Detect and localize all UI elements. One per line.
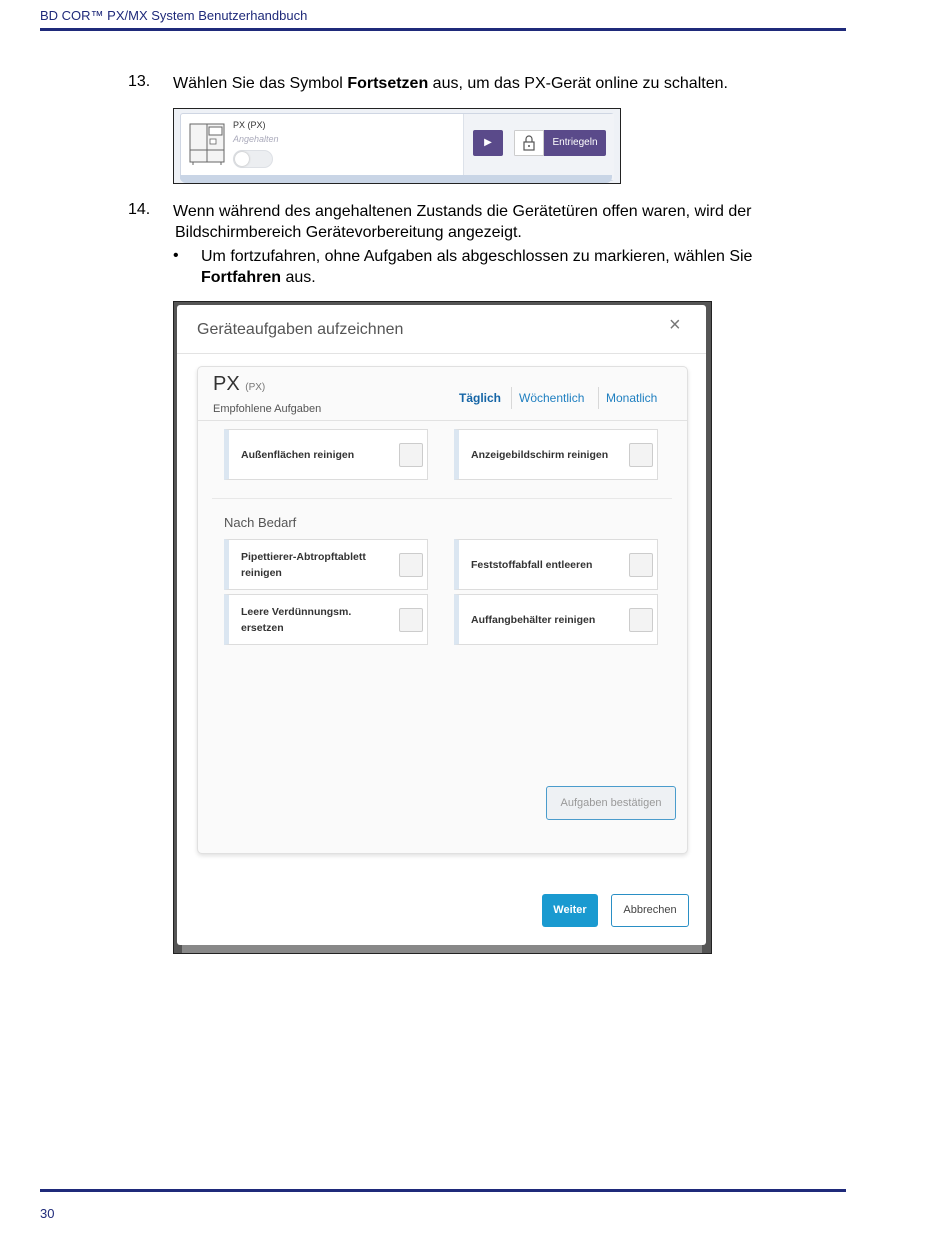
task-item[interactable] <box>224 594 428 645</box>
step-14-text-line1: Wenn während des angehaltenen Zustands die Gerätetüren offen waren, wird der <box>173 203 752 220</box>
task-item[interactable] <box>454 594 658 645</box>
task-item[interactable] <box>224 539 428 590</box>
task-checkbox[interactable] <box>629 443 653 467</box>
task-dialog <box>177 305 706 945</box>
dialog-title-divider <box>177 353 706 354</box>
task-label: Leere Verdünnungsm. ersetzen <box>241 605 352 634</box>
bullet-text-line1: Um fortzufahren, ohne Aufgaben als abgeschlossen zu markieren, wählen Sie <box>201 248 753 265</box>
task-checkbox[interactable] <box>629 553 653 577</box>
task-item[interactable] <box>454 429 658 480</box>
task-label: Pipettierer-Abtropftablett reinigen <box>241 550 366 579</box>
unlock-label: Entriegeln <box>552 137 598 148</box>
play-icon: ▶ <box>484 137 492 148</box>
bullet-dot: • <box>173 247 179 264</box>
device-label: PX (PX) <box>233 120 266 130</box>
task-checkbox[interactable] <box>399 443 423 467</box>
panel-device-name: PX (PX) <box>213 373 266 395</box>
panel-subtitle: Empfohlene Aufgaben <box>213 403 322 415</box>
dialog-title: Geräteaufgaben aufzeichnen <box>197 321 404 338</box>
as-needed-heading: Nach Bedarf <box>224 515 297 530</box>
device-card-screenshot <box>173 108 621 184</box>
toggle-knob <box>235 152 249 166</box>
task-label: Feststoffabfall entleeren <box>471 558 593 571</box>
online-toggle[interactable] <box>233 150 273 168</box>
cancel-button[interactable]: Abbrechen <box>611 894 689 927</box>
task-label: Anzeigebildschirm reinigen <box>471 448 609 461</box>
page-number: 30 <box>40 1206 55 1221</box>
section-divider <box>212 498 672 499</box>
step-13-bold-term: Fortsetzen <box>347 75 429 92</box>
task-label: Auffangbehälter reinigen <box>471 613 596 626</box>
task-dialog-screenshot <box>173 301 712 954</box>
header-rule <box>40 28 846 31</box>
close-icon[interactable]: × <box>669 314 681 336</box>
lock-icon <box>514 130 544 156</box>
tab-daily[interactable]: Täglich <box>459 391 502 405</box>
task-checkbox[interactable] <box>629 608 653 632</box>
tab-weekly[interactable]: Wöchentlich <box>519 391 585 405</box>
step-13-number: 13. <box>128 73 151 90</box>
panel-header-divider <box>198 420 687 421</box>
footer-rule <box>40 1189 846 1192</box>
task-label: Außenflächen reinigen <box>241 448 355 461</box>
tab-monthly[interactable]: Monatlich <box>606 391 658 405</box>
card-bottom-strip <box>180 175 612 183</box>
bullet-text-line2: Fortfahren aus. <box>201 269 316 286</box>
task-panel <box>197 366 688 854</box>
task-checkbox[interactable] <box>399 608 423 632</box>
step-14-text-line2: Bildschirmbereich Gerätevorbereitung angezeigt. <box>175 224 522 241</box>
unlock-button[interactable] <box>514 130 606 156</box>
device-status: Angehalten <box>233 134 279 144</box>
bullet-bold-term: Fortfahren <box>201 269 281 286</box>
confirm-tasks-button[interactable]: Aufgaben bestätigen <box>546 786 676 820</box>
device-card <box>180 113 614 181</box>
task-checkbox[interactable] <box>399 553 423 577</box>
task-item[interactable] <box>454 539 658 590</box>
step-14-number: 14. <box>128 201 151 218</box>
tab-divider <box>598 387 599 409</box>
tab-divider <box>511 387 512 409</box>
continue-button[interactable]: Weiter <box>542 894 598 927</box>
document-header-title: BD COR™ PX/MX System Benutzerhandbuch <box>40 8 308 23</box>
task-item[interactable] <box>224 429 428 480</box>
device-cabinet-icon <box>189 122 225 166</box>
step-13-text: Wählen Sie das Symbol Fortsetzen aus, um das PX-Gerät online zu schalten. <box>173 75 728 92</box>
resume-button[interactable] <box>473 130 503 156</box>
